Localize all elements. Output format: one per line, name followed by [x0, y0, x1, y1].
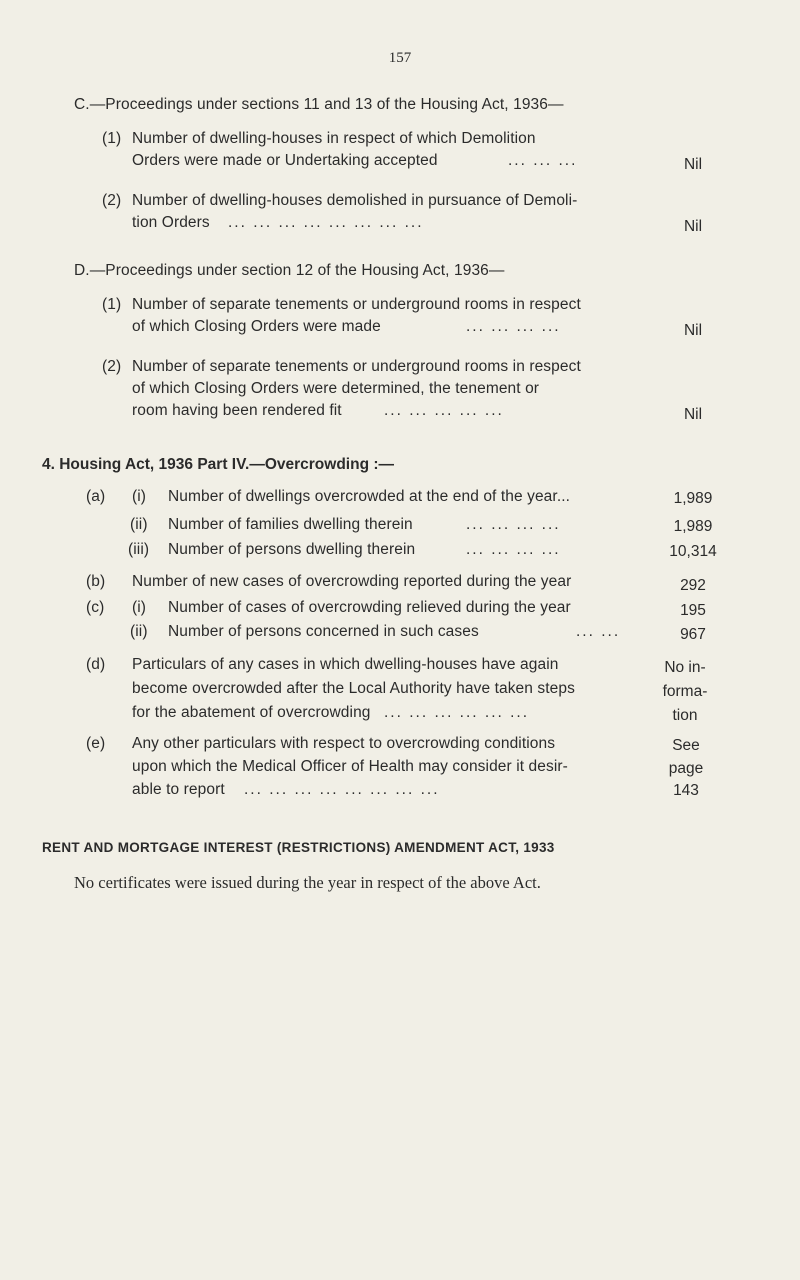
section-4-d-value3: tion [672, 707, 698, 724]
section-c-item2-line2: tion Orders [132, 214, 210, 231]
section-4-d-line2: become overcrowded after the Local Authority have taken steps [132, 680, 575, 697]
section-4-e-line1: Any other particulars with respect to overcrowding conditions [132, 735, 556, 752]
section-c-item2-label: (2) [102, 192, 122, 209]
section-d-item1-dots: ... ... ... ... [466, 318, 561, 335]
section-4-c-ii-value: 967 [680, 626, 706, 643]
section-c-item2-dots: ... ... ... ... ... ... ... ... [228, 214, 424, 231]
section-4-e-dots: ... ... ... ... ... ... ... ... [244, 781, 440, 798]
section-4-e-line3: able to report [132, 781, 225, 798]
rent-heading: RENT AND MORTGAGE INTEREST (RESTRICTIONS) AMENDMENT ACT, 1933 [42, 840, 555, 855]
page-number: 157 [388, 50, 412, 66]
section-4-b-text: Number of new cases of overcrowding reported during the year [132, 573, 572, 590]
section-c-item1-dots: ... ... ... [508, 152, 578, 169]
section-d-item1-line2: of which Closing Orders were made [132, 318, 381, 335]
section-4-b-value: 292 [680, 577, 706, 594]
section-d-item1-value: Nil [683, 322, 703, 339]
section-d-heading: D.—Proceedings under section 12 of the Housing Act, 1936— [74, 262, 505, 279]
section-4-e-value1: See [672, 737, 700, 754]
section-4-a-ii-dots: ... ... ... ... [466, 516, 561, 533]
section-4-d-label: (d) [86, 656, 106, 673]
section-c-item2-value: Nil [683, 218, 703, 235]
section-d-item2-value: Nil [683, 406, 703, 423]
section-d-item1-line1: Number of separate tenements or underground rooms in respect [132, 296, 581, 313]
section-4-a-i-value: 1,989 [673, 490, 713, 507]
section-4-b-label: (b) [86, 573, 106, 590]
section-d-item2-line3: room having been rendered fit [132, 402, 342, 419]
section-4-a-iii-dots: ... ... ... ... [466, 541, 561, 558]
section-4-c-ii-text: Number of persons concerned in such cases [168, 623, 479, 640]
section-4-e-line2: upon which the Medical Officer of Health may consider it desir- [132, 758, 568, 775]
section-4-heading: 4. Housing Act, 1936 Part IV.—Overcrowding :— [42, 456, 395, 473]
section-4-c-label: (c) [86, 599, 105, 616]
section-c-item1-line2: Orders were made or Undertaking accepted [132, 152, 438, 169]
section-4-a-iii-text: Number of persons dwelling therein [168, 541, 416, 558]
rent-text: No certificates were issued during the year in respect of the above Act. [74, 873, 541, 892]
section-c-item2-line1: Number of dwelling-houses demolished in pursuance of Demoli- [132, 192, 578, 209]
section-c-item1-label: (1) [102, 130, 122, 147]
section-d-item2-line2: of which Closing Orders were determined, the tenement or [132, 380, 540, 397]
section-4-d-value1: No in- [664, 659, 706, 676]
section-4-c-i-text: Number of cases of overcrowding relieved during the year [168, 599, 571, 616]
section-d-item2-label: (2) [102, 358, 122, 375]
section-c-item1-line1: Number of dwelling-houses in respect of which Demolition [132, 130, 536, 147]
section-4-d-value2: forma- [662, 683, 708, 700]
section-4-a-ii-text: Number of families dwelling therein [168, 516, 413, 533]
section-c-heading: C.—Proceedings under sections 11 and 13 of the Housing Act, 1936— [74, 96, 564, 113]
section-4-c-i-label: (i) [132, 599, 147, 616]
section-4-d-line3: for the abatement of overcrowding [132, 704, 371, 721]
section-4-a-ii-value: 1,989 [673, 518, 713, 535]
section-4-a-i-text: Number of dwellings overcrowded at the end of the year... [168, 488, 571, 505]
section-d-item2-dots: ... ... ... ... ... [384, 402, 504, 419]
section-4-c-ii-dots: ... ... [576, 623, 621, 640]
section-4-e-value2: page [668, 760, 704, 777]
section-4-c-i-value: 195 [680, 602, 706, 619]
section-d-item2-line1: Number of separate tenements or underground rooms in respect [132, 358, 581, 375]
section-4-e-label: (e) [86, 735, 106, 752]
section-4-d-dots: ... ... ... ... ... ... [384, 704, 530, 721]
section-4-c-ii-label: (ii) [130, 623, 148, 640]
section-4-a-label: (a) [86, 488, 106, 505]
section-4-a-ii-label: (ii) [130, 516, 148, 533]
section-4-a-i-label: (i) [132, 488, 147, 505]
section-4-a-iii-label: (iii) [128, 541, 150, 558]
section-c-item1-value: Nil [683, 156, 703, 173]
section-4-d-line1: Particulars of any cases in which dwelling-houses have again [132, 656, 559, 673]
section-d-item1-label: (1) [102, 296, 122, 313]
section-4-e-value3: 143 [673, 782, 699, 799]
section-4-a-iii-value: 10,314 [669, 543, 717, 560]
